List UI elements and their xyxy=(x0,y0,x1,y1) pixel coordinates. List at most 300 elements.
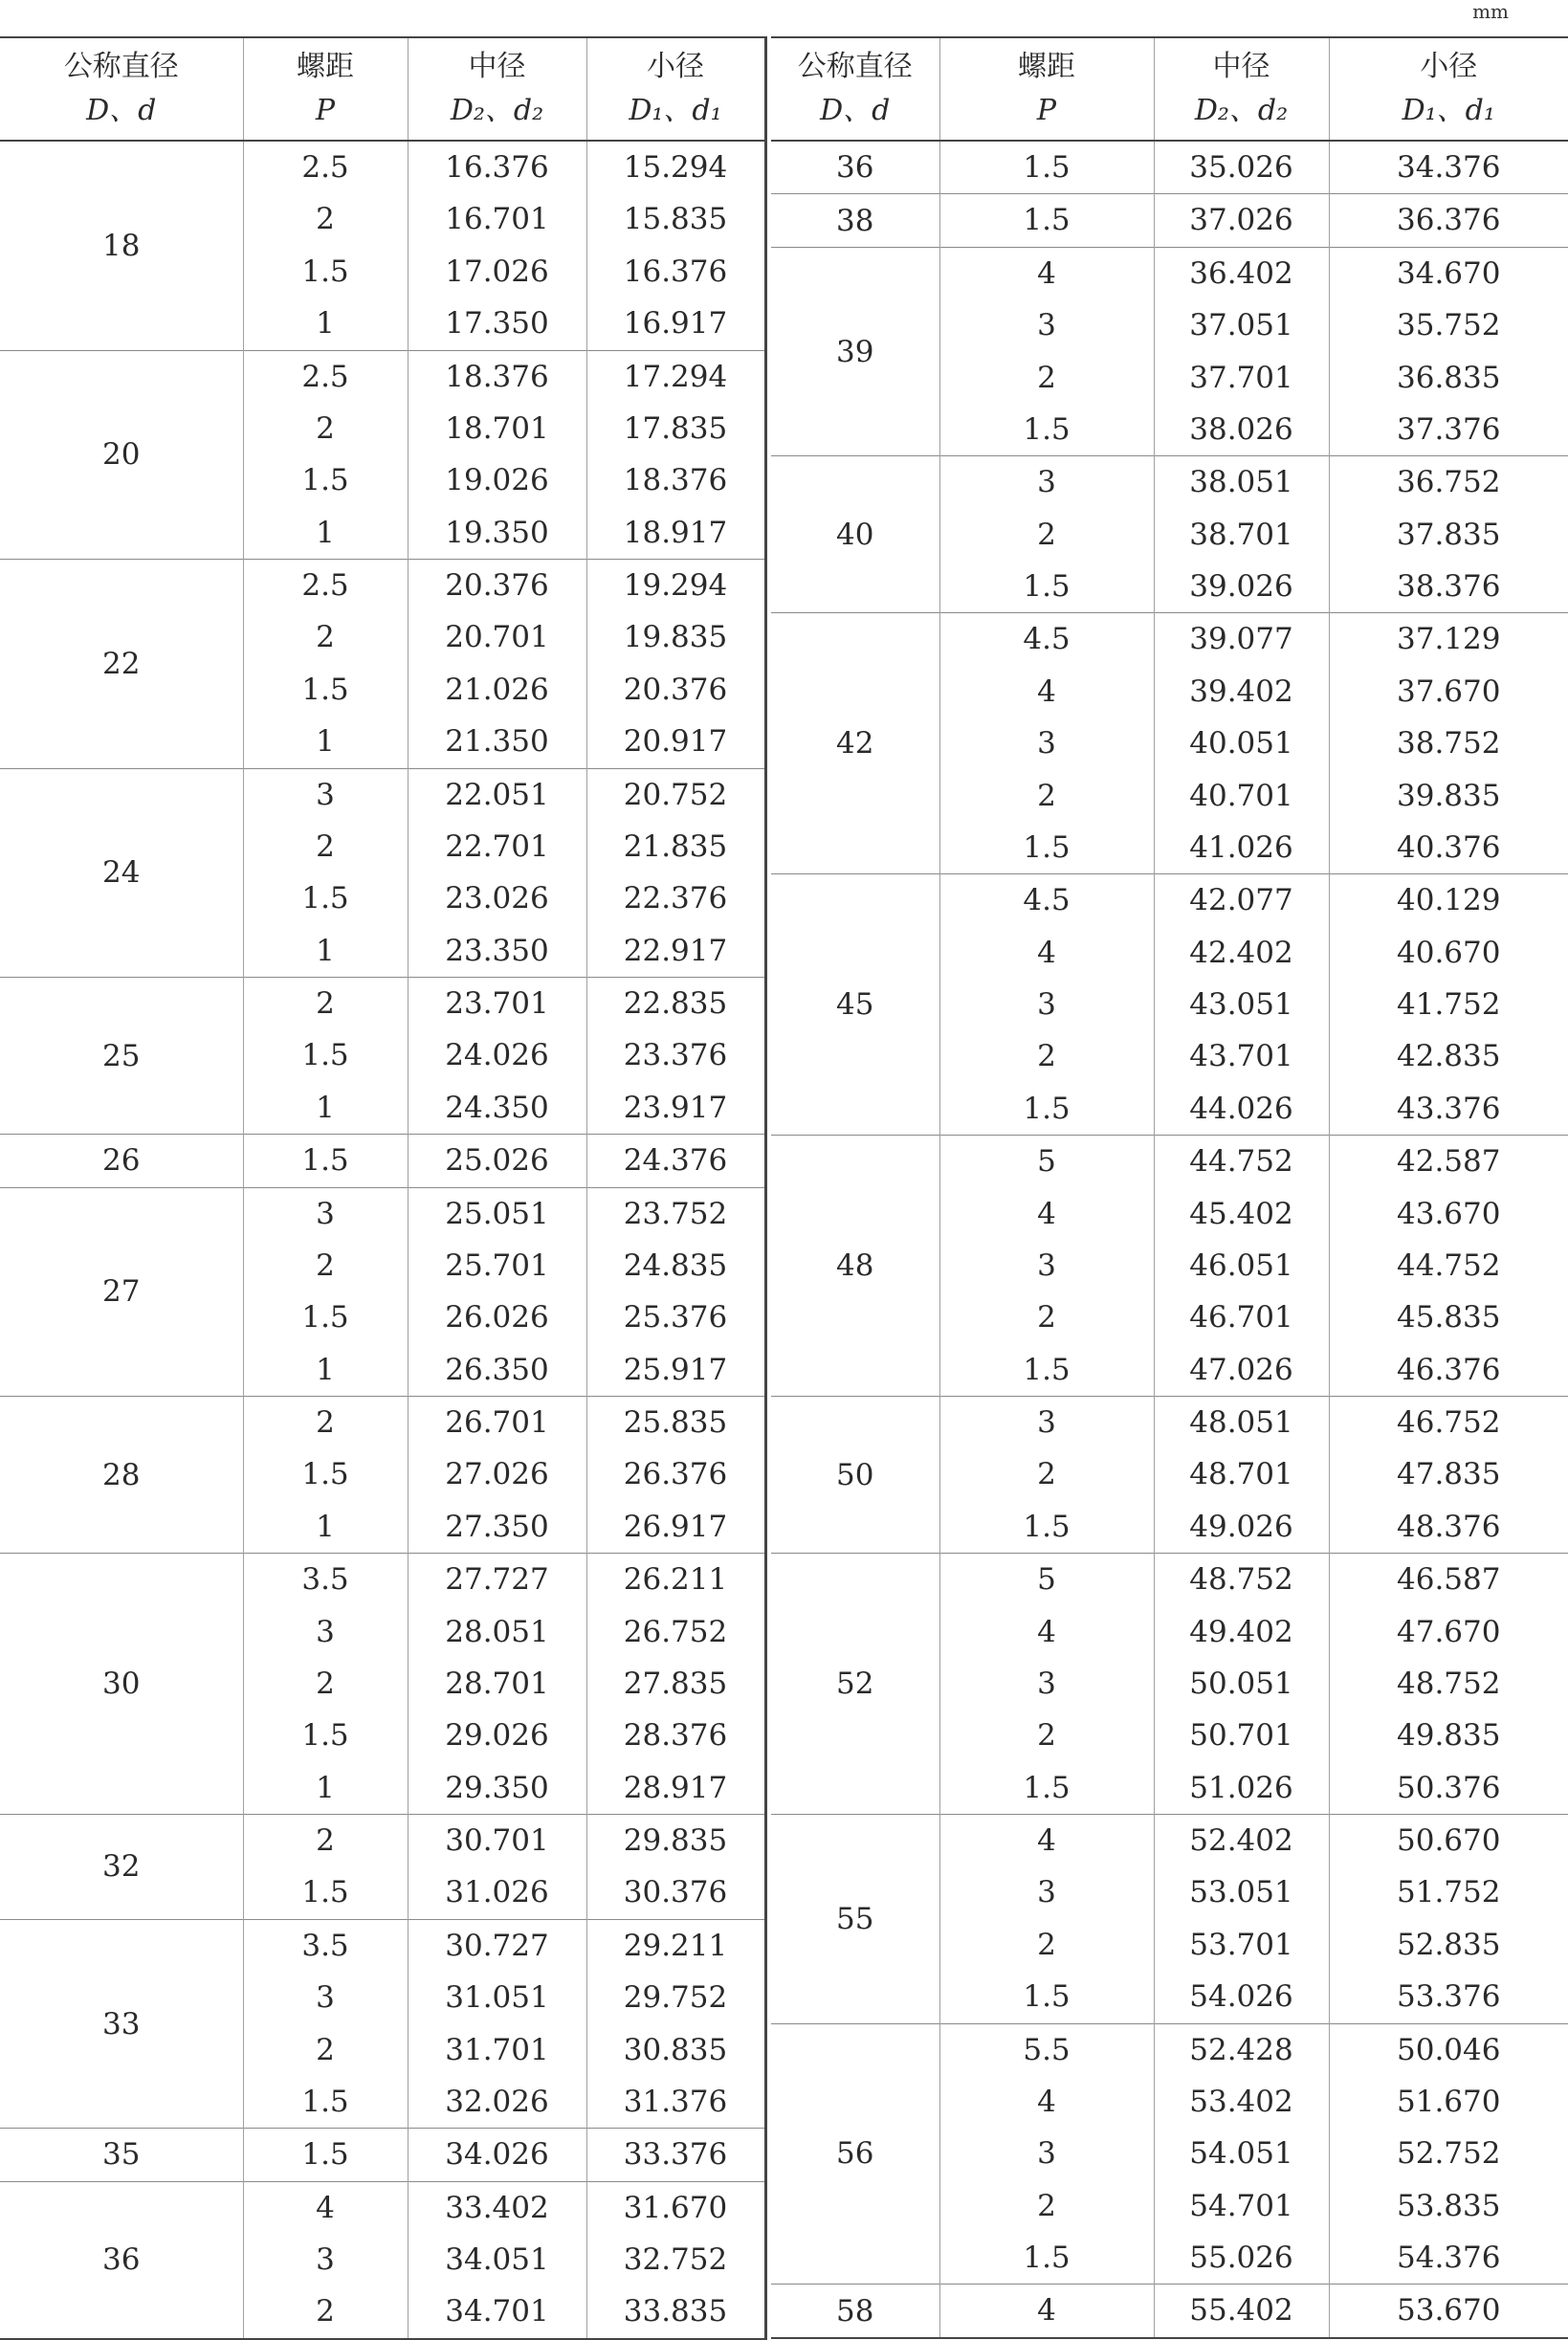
pitch-value: 4 xyxy=(940,1815,1154,1866)
nominal-diameter-cell: 36 xyxy=(0,2181,243,2339)
minor-diameter-cell xyxy=(586,560,765,769)
pitch-cell xyxy=(243,350,408,560)
pitch-diameter-value: 29.026 xyxy=(409,1710,586,1761)
pitch-cell xyxy=(939,141,1154,194)
minor-diameter-cell xyxy=(586,350,765,560)
nominal-diameter-cell: 36 xyxy=(771,141,939,194)
pitch-diameter-value: 48.701 xyxy=(1155,1448,1329,1500)
table-row xyxy=(771,1554,1568,1815)
minor-diameter-value: 41.752 xyxy=(1330,979,1568,1030)
pitch-value: 2 xyxy=(940,352,1154,404)
minor-diameter-cell xyxy=(1329,2285,1568,2338)
unit-label: mm xyxy=(1472,0,1509,23)
pitch-diameter-value: 23.701 xyxy=(409,978,586,1029)
pitch-diameter-value: 30.727 xyxy=(409,1920,586,1972)
pitch-value: 1.5 xyxy=(244,246,408,298)
minor-diameter-value: 29.211 xyxy=(587,1920,764,1972)
table-row xyxy=(771,1815,1568,2024)
pitch-diameter-value: 38.051 xyxy=(1155,456,1329,508)
pitch-value: 3 xyxy=(940,456,1154,508)
minor-diameter-value: 43.376 xyxy=(1330,1083,1568,1135)
pitch-diameter-cell xyxy=(1154,194,1329,247)
nominal-diameter-cell: 24 xyxy=(0,768,243,978)
nominal-diameter-cell: 45 xyxy=(771,874,939,1136)
minor-diameter-value: 15.294 xyxy=(587,142,764,193)
thread-dimension-tables xyxy=(0,36,1568,2329)
pitch-diameter-cell xyxy=(408,1187,586,1397)
minor-diameter-value: 47.670 xyxy=(1330,1606,1568,1658)
minor-diameter-value: 46.376 xyxy=(1330,1344,1568,1396)
pitch-value: 1.5 xyxy=(244,1291,408,1343)
table-row xyxy=(771,1397,1568,1554)
pitch-diameter-value: 55.402 xyxy=(1155,2285,1329,2336)
pitch-value: 4 xyxy=(940,2076,1154,2128)
pitch-diameter-value: 42.077 xyxy=(1155,874,1329,926)
nominal-diameter-cell: 50 xyxy=(771,1397,939,1554)
minor-diameter-value: 30.376 xyxy=(587,1866,764,1918)
minor-diameter-value: 53.376 xyxy=(1330,1971,1568,2022)
pitch-value: 1.5 xyxy=(940,2232,1154,2284)
pitch-value: 4 xyxy=(940,2285,1154,2336)
pitch-value: 3 xyxy=(940,1397,1154,1448)
pitch-diameter-cell xyxy=(1154,1815,1329,2024)
pitch-value: 4 xyxy=(940,1188,1154,1240)
minor-diameter-value: 32.752 xyxy=(587,2234,764,2285)
pitch-value: 1.5 xyxy=(940,1501,1154,1553)
pitch-value: 2.5 xyxy=(244,142,408,193)
pitch-cell xyxy=(243,560,408,769)
minor-diameter-value: 37.129 xyxy=(1330,613,1568,665)
pitch-value: 2 xyxy=(940,770,1154,822)
pitch-cell xyxy=(939,613,1154,874)
pitch-diameter-value: 55.026 xyxy=(1155,2232,1329,2284)
minor-diameter-value: 31.670 xyxy=(587,2182,764,2234)
pitch-value: 2 xyxy=(940,1291,1154,1343)
pitch-value: 3 xyxy=(940,299,1154,351)
minor-diameter-value: 26.211 xyxy=(587,1554,764,1605)
minor-diameter-value: 25.376 xyxy=(587,1291,764,1343)
table-row xyxy=(771,2023,1568,2285)
pitch-diameter-cell xyxy=(408,1397,586,1554)
minor-diameter-value: 45.835 xyxy=(1330,1291,1568,1343)
minor-diameter-value: 26.376 xyxy=(587,1448,764,1500)
pitch-value: 3 xyxy=(940,2128,1154,2179)
pitch-value: 3 xyxy=(244,1606,408,1658)
table-body-right xyxy=(771,141,1568,2338)
pitch-diameter-value: 51.026 xyxy=(1155,1762,1329,1814)
pitch-value: 2 xyxy=(940,1030,1154,1082)
minor-diameter-value: 33.835 xyxy=(587,2285,764,2337)
pitch-diameter-value: 28.701 xyxy=(409,1658,586,1710)
minor-diameter-value: 36.752 xyxy=(1330,456,1568,508)
pitch-diameter-value: 42.402 xyxy=(1155,927,1329,979)
minor-diameter-value: 16.376 xyxy=(587,246,764,298)
pitch-value: 5 xyxy=(940,1136,1154,1187)
pitch-cell xyxy=(939,194,1154,247)
pitch-diameter-value: 39.026 xyxy=(1155,561,1329,612)
minor-diameter-cell xyxy=(1329,1815,1568,2024)
pitch-value: 4.5 xyxy=(940,874,1154,926)
pitch-diameter-value: 17.350 xyxy=(409,298,586,349)
nominal-diameter-cell: 42 xyxy=(771,613,939,874)
table-row xyxy=(771,247,1568,456)
pitch-value: 3 xyxy=(940,1866,1154,1918)
pitch-diameter-value: 53.402 xyxy=(1155,2076,1329,2128)
nominal-diameter-cell: 27 xyxy=(0,1187,243,1397)
pitch-value: 3 xyxy=(244,1188,408,1240)
minor-diameter-value: 29.835 xyxy=(587,1815,764,1866)
pitch-value: 2 xyxy=(244,2285,408,2337)
minor-diameter-cell xyxy=(586,1187,765,1397)
nominal-diameter-cell: 32 xyxy=(0,1815,243,1920)
pitch-diameter-value: 39.402 xyxy=(1155,666,1329,717)
pitch-diameter-cell xyxy=(1154,247,1329,456)
minor-diameter-cell xyxy=(586,1815,765,1920)
minor-diameter-cell xyxy=(1329,1397,1568,1554)
pitch-value: 2 xyxy=(244,403,408,454)
minor-diameter-value: 44.752 xyxy=(1330,1240,1568,1291)
pitch-value: 1.5 xyxy=(244,872,408,924)
minor-diameter-value: 23.752 xyxy=(587,1188,764,1240)
pitch-diameter-cell xyxy=(408,1554,586,1815)
nominal-diameter-cell: 20 xyxy=(0,350,243,560)
pitch-diameter-value: 21.026 xyxy=(409,664,586,716)
minor-diameter-value: 51.752 xyxy=(1330,1866,1568,1918)
nominal-diameter-cell: 35 xyxy=(0,2129,243,2181)
minor-diameter-value: 42.835 xyxy=(1330,1030,1568,1082)
pitch-diameter-value: 22.051 xyxy=(409,769,586,821)
minor-diameter-cell xyxy=(1329,613,1568,874)
nominal-diameter-cell: 39 xyxy=(771,247,939,456)
pitch-diameter-value: 46.051 xyxy=(1155,1240,1329,1291)
minor-diameter-cell xyxy=(586,2129,765,2181)
minor-diameter-value: 24.835 xyxy=(587,1240,764,1291)
pitch-diameter-value: 31.051 xyxy=(409,1972,586,2023)
pitch-diameter-value: 36.402 xyxy=(1155,248,1329,299)
pitch-value: 2 xyxy=(244,1815,408,1866)
pitch-diameter-cell xyxy=(408,560,586,769)
table-row xyxy=(771,2285,1568,2338)
pitch-cell xyxy=(939,247,1154,456)
minor-diameter-value: 18.917 xyxy=(587,507,764,559)
pitch-value: 1.5 xyxy=(244,1135,408,1186)
pitch-value: 2 xyxy=(244,1397,408,1448)
table-row xyxy=(0,768,765,978)
minor-diameter-value: 54.376 xyxy=(1330,2232,1568,2284)
pitch-diameter-value: 26.026 xyxy=(409,1291,586,1343)
nominal-diameter-cell: 26 xyxy=(0,1135,243,1187)
table-row xyxy=(0,560,765,769)
pitch-diameter-value: 22.701 xyxy=(409,821,586,872)
pitch-value: 5 xyxy=(940,1554,1154,1605)
minor-diameter-value: 28.376 xyxy=(587,1710,764,1761)
minor-diameter-value: 51.670 xyxy=(1330,2076,1568,2128)
header-nominal-diameter: 公称直径 D、d xyxy=(771,37,939,141)
pitch-value: 4 xyxy=(940,1606,1154,1658)
pitch-diameter-cell xyxy=(1154,1397,1329,1554)
pitch-cell xyxy=(243,978,408,1135)
pitch-diameter-value: 17.026 xyxy=(409,246,586,298)
minor-diameter-cell xyxy=(586,768,765,978)
pitch-diameter-cell xyxy=(408,978,586,1135)
pitch-value: 1 xyxy=(244,925,408,977)
minor-diameter-value: 48.376 xyxy=(1330,1501,1568,1553)
pitch-cell xyxy=(243,1135,408,1187)
pitch-diameter-value: 27.026 xyxy=(409,1448,586,1500)
pitch-diameter-value: 40.701 xyxy=(1155,770,1329,822)
minor-diameter-value: 26.917 xyxy=(587,1501,764,1553)
pitch-diameter-value: 26.701 xyxy=(409,1397,586,1448)
pitch-value: 2 xyxy=(244,821,408,872)
pitch-value: 1.5 xyxy=(244,2129,408,2180)
pitch-value: 1 xyxy=(244,716,408,767)
minor-diameter-value: 22.835 xyxy=(587,978,764,1029)
minor-diameter-cell xyxy=(586,2181,765,2339)
minor-diameter-value: 40.376 xyxy=(1330,822,1568,873)
pitch-value: 3 xyxy=(940,979,1154,1030)
pitch-diameter-cell xyxy=(408,1815,586,1920)
pitch-diameter-value: 16.376 xyxy=(409,142,586,193)
pitch-value: 3 xyxy=(244,2234,408,2285)
pitch-diameter-value: 53.701 xyxy=(1155,1919,1329,1971)
minor-diameter-value: 50.376 xyxy=(1330,1762,1568,1814)
pitch-diameter-value: 20.701 xyxy=(409,611,586,663)
table-row xyxy=(771,613,1568,874)
minor-diameter-value: 52.835 xyxy=(1330,1919,1568,1971)
pitch-diameter-value: 41.026 xyxy=(1155,822,1329,873)
pitch-cell xyxy=(243,2181,408,2339)
pitch-diameter-value: 25.026 xyxy=(409,1135,586,1186)
pitch-diameter-cell xyxy=(408,2181,586,2339)
pitch-value: 1 xyxy=(244,1344,408,1396)
table-body-left xyxy=(0,141,765,2339)
pitch-diameter-cell xyxy=(408,1135,586,1187)
pitch-value: 1 xyxy=(244,1082,408,1134)
minor-diameter-value: 42.587 xyxy=(1330,1136,1568,1187)
pitch-diameter-value: 52.402 xyxy=(1155,1815,1329,1866)
pitch-value: 1.5 xyxy=(244,2076,408,2128)
minor-diameter-value: 22.376 xyxy=(587,872,764,924)
minor-diameter-value: 20.752 xyxy=(587,769,764,821)
pitch-diameter-value: 53.051 xyxy=(1155,1866,1329,1918)
header-pitch: 螺距 P xyxy=(243,37,408,141)
minor-diameter-value: 19.835 xyxy=(587,611,764,663)
minor-diameter-value: 25.835 xyxy=(587,1397,764,1448)
table-header-left xyxy=(0,37,765,141)
minor-diameter-value: 25.917 xyxy=(587,1344,764,1396)
pitch-diameter-value: 18.376 xyxy=(409,351,586,403)
nominal-diameter-cell: 22 xyxy=(0,560,243,769)
minor-diameter-value: 53.835 xyxy=(1330,2180,1568,2232)
minor-diameter-cell xyxy=(1329,2023,1568,2285)
pitch-diameter-cell xyxy=(408,141,586,350)
minor-diameter-value: 31.376 xyxy=(587,2076,764,2128)
minor-diameter-cell xyxy=(1329,247,1568,456)
pitch-value: 3.5 xyxy=(244,1554,408,1605)
pitch-diameter-value: 24.026 xyxy=(409,1029,586,1081)
pitch-diameter-cell xyxy=(408,350,586,560)
minor-diameter-value: 34.376 xyxy=(1330,142,1568,193)
minor-diameter-value: 50.670 xyxy=(1330,1815,1568,1866)
table-row xyxy=(0,978,765,1135)
minor-diameter-value: 19.294 xyxy=(587,560,764,611)
pitch-diameter-value: 50.051 xyxy=(1155,1658,1329,1710)
pitch-diameter-value: 35.026 xyxy=(1155,142,1329,193)
pitch-cell xyxy=(243,1187,408,1397)
pitch-diameter-cell xyxy=(1154,141,1329,194)
minor-diameter-value: 20.917 xyxy=(587,716,764,767)
header-nominal-diameter: 公称直径 D、d xyxy=(0,37,243,141)
minor-diameter-value: 17.835 xyxy=(587,403,764,454)
nominal-diameter-cell: 38 xyxy=(771,194,939,247)
minor-diameter-value: 28.917 xyxy=(587,1762,764,1814)
pitch-diameter-value: 23.026 xyxy=(409,872,586,924)
header-minor-diameter: 小径 D₁、d₁ xyxy=(586,37,765,141)
minor-diameter-value: 23.376 xyxy=(587,1029,764,1081)
pitch-value: 2 xyxy=(244,978,408,1029)
pitch-diameter-value: 19.350 xyxy=(409,507,586,559)
pitch-value: 2 xyxy=(244,193,408,245)
minor-diameter-value: 38.752 xyxy=(1330,717,1568,769)
pitch-diameter-value: 25.051 xyxy=(409,1188,586,1240)
pitch-value: 1 xyxy=(244,1762,408,1814)
minor-diameter-cell xyxy=(1329,1554,1568,1815)
minor-diameter-value: 29.752 xyxy=(587,1972,764,2023)
pitch-diameter-value: 54.026 xyxy=(1155,1971,1329,2022)
pitch-diameter-value: 34.701 xyxy=(409,2285,586,2337)
pitch-value: 2.5 xyxy=(244,560,408,611)
pitch-value: 2 xyxy=(940,2180,1154,2232)
pitch-diameter-value: 37.701 xyxy=(1155,352,1329,404)
minor-diameter-value: 23.917 xyxy=(587,1082,764,1134)
pitch-cell xyxy=(939,1815,1154,2024)
pitch-cell xyxy=(243,1919,408,2129)
pitch-cell xyxy=(939,1397,1154,1554)
minor-diameter-value: 20.376 xyxy=(587,664,764,716)
minor-diameter-value: 43.670 xyxy=(1330,1188,1568,1240)
table-row xyxy=(0,1919,765,2129)
minor-diameter-value: 26.752 xyxy=(587,1606,764,1658)
pitch-cell xyxy=(243,1397,408,1554)
pitch-diameter-value: 52.428 xyxy=(1155,2024,1329,2076)
pitch-value: 1.5 xyxy=(244,664,408,716)
minor-diameter-cell xyxy=(586,1397,765,1554)
minor-diameter-value: 53.670 xyxy=(1330,2285,1568,2336)
table-row xyxy=(0,350,765,560)
table-row xyxy=(771,1136,1568,1397)
table-row xyxy=(0,1397,765,1554)
header-pitch: 螺距 P xyxy=(939,37,1154,141)
table-row xyxy=(0,141,765,350)
pitch-value: 1.5 xyxy=(940,561,1154,612)
pitch-diameter-value: 34.051 xyxy=(409,2234,586,2285)
pitch-diameter-value: 28.051 xyxy=(409,1606,586,1658)
pitch-diameter-cell xyxy=(1154,874,1329,1136)
table-row xyxy=(771,874,1568,1136)
pitch-value: 2 xyxy=(940,1710,1154,1761)
pitch-cell xyxy=(243,1815,408,1920)
pitch-diameter-value: 27.727 xyxy=(409,1554,586,1605)
minor-diameter-value: 15.835 xyxy=(587,193,764,245)
minor-diameter-value: 34.670 xyxy=(1330,248,1568,299)
nominal-diameter-cell: 52 xyxy=(771,1554,939,1815)
minor-diameter-value: 33.376 xyxy=(587,2129,764,2180)
pitch-value: 3.5 xyxy=(244,1920,408,1972)
pitch-value: 4 xyxy=(940,927,1154,979)
pitch-value: 2 xyxy=(244,1240,408,1291)
pitch-value: 4 xyxy=(940,666,1154,717)
pitch-value: 3 xyxy=(244,769,408,821)
pitch-value: 2 xyxy=(244,611,408,663)
minor-diameter-value: 36.376 xyxy=(1330,194,1568,246)
pitch-diameter-value: 26.350 xyxy=(409,1344,586,1396)
pitch-cell xyxy=(939,456,1154,613)
nominal-diameter-cell: 55 xyxy=(771,1815,939,2024)
table-row xyxy=(0,1135,765,1187)
pitch-diameter-cell xyxy=(1154,2023,1329,2285)
nominal-diameter-cell: 33 xyxy=(0,1919,243,2129)
minor-diameter-value: 50.046 xyxy=(1330,2024,1568,2076)
pitch-value: 2 xyxy=(940,1919,1154,1971)
pitch-value: 5.5 xyxy=(940,2024,1154,2076)
pitch-diameter-value: 25.701 xyxy=(409,1240,586,1291)
minor-diameter-value: 46.752 xyxy=(1330,1397,1568,1448)
table-row xyxy=(0,2129,765,2181)
minor-diameter-cell xyxy=(1329,1136,1568,1397)
pitch-diameter-value: 31.026 xyxy=(409,1866,586,1918)
pitch-value: 4 xyxy=(940,248,1154,299)
pitch-cell xyxy=(939,2285,1154,2338)
pitch-value: 1.5 xyxy=(244,1710,408,1761)
table-row xyxy=(771,456,1568,613)
minor-diameter-value: 24.376 xyxy=(587,1135,764,1186)
pitch-value: 1.5 xyxy=(940,1083,1154,1135)
nominal-diameter-cell: 56 xyxy=(771,2023,939,2285)
minor-diameter-value: 48.752 xyxy=(1330,1658,1568,1710)
pitch-diameter-value: 33.402 xyxy=(409,2182,586,2234)
pitch-value: 1.5 xyxy=(940,1344,1154,1396)
pitch-cell xyxy=(243,141,408,350)
pitch-diameter-cell xyxy=(1154,456,1329,613)
pitch-value: 1.5 xyxy=(940,822,1154,873)
pitch-diameter-cell xyxy=(408,1919,586,2129)
pitch-diameter-value: 45.402 xyxy=(1155,1188,1329,1240)
pitch-diameter-value: 38.701 xyxy=(1155,509,1329,561)
pitch-value: 3 xyxy=(940,1658,1154,1710)
minor-diameter-cell xyxy=(1329,194,1568,247)
pitch-diameter-cell xyxy=(1154,613,1329,874)
pitch-diameter-value: 19.026 xyxy=(409,454,586,506)
minor-diameter-cell xyxy=(586,978,765,1135)
minor-diameter-cell xyxy=(1329,141,1568,194)
pitch-diameter-value: 38.026 xyxy=(1155,404,1329,455)
minor-diameter-value: 37.376 xyxy=(1330,404,1568,455)
pitch-diameter-value: 44.752 xyxy=(1155,1136,1329,1187)
minor-diameter-value: 36.835 xyxy=(1330,352,1568,404)
pitch-value: 1 xyxy=(244,1501,408,1553)
pitch-diameter-cell xyxy=(1154,1554,1329,1815)
pitch-diameter-cell xyxy=(1154,1136,1329,1397)
pitch-diameter-value: 37.026 xyxy=(1155,194,1329,246)
pitch-value: 1.5 xyxy=(244,1866,408,1918)
pitch-cell xyxy=(243,2129,408,2181)
pitch-value: 4.5 xyxy=(940,613,1154,665)
minor-diameter-value: 16.917 xyxy=(587,298,764,349)
minor-diameter-value: 22.917 xyxy=(587,925,764,977)
minor-diameter-value: 18.376 xyxy=(587,454,764,506)
minor-diameter-value: 17.294 xyxy=(587,351,764,403)
pitch-diameter-value: 18.701 xyxy=(409,403,586,454)
